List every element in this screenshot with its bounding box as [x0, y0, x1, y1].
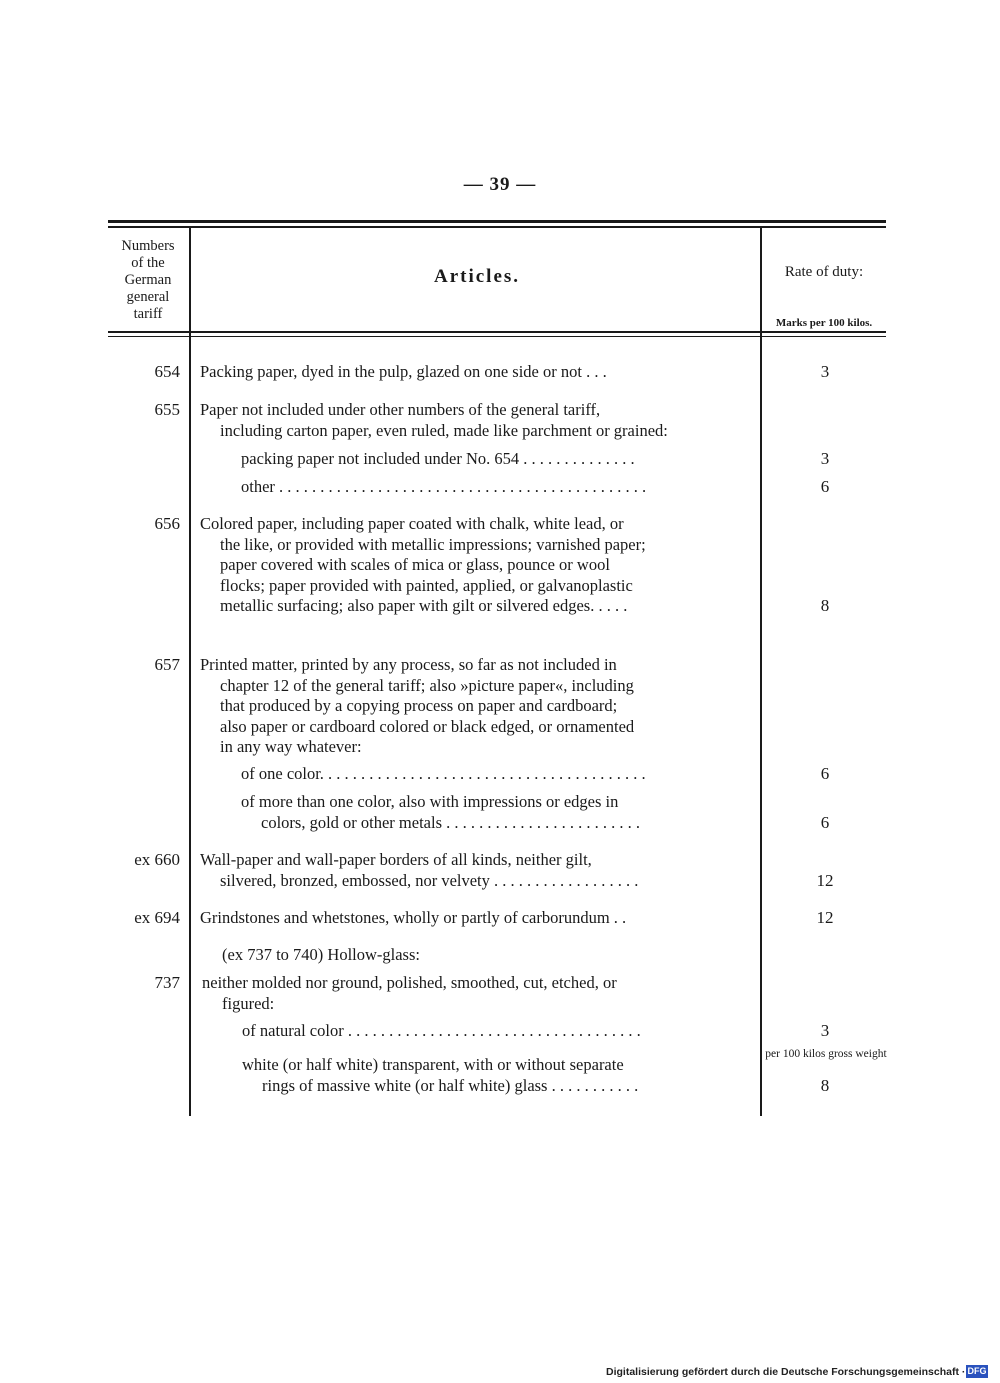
article-subitem — [242, 1021, 755, 1042]
article-line: of natural color . . . . . . . . . . . . . . . . . . . . . . . . . . . . . . . . . . . . — [242, 1021, 641, 1040]
article-line: rings of massive white (or half white) glass . . . . . . . . . . . — [262, 1075, 639, 1095]
article-line: paper covered with scales of mica or glass, pounce or wool — [220, 555, 610, 574]
section-heading-hollow-glass — [222, 945, 755, 966]
article-text — [200, 850, 755, 891]
rate-value: 3 — [820, 362, 830, 381]
top-rule-thick — [108, 220, 886, 223]
tariff-number: 655 — [154, 400, 180, 419]
article-subitem — [241, 449, 755, 470]
tariff-number: ex 660 — [134, 850, 180, 869]
rate-value: 6 — [820, 477, 830, 496]
article-subitem — [242, 1055, 755, 1096]
header-rule-thick — [108, 331, 886, 333]
header-numbers-line: general — [126, 289, 170, 305]
article-line: the like, or provided with metallic impressions; varnished paper; — [220, 534, 646, 554]
tariff-number: 737 — [154, 973, 180, 992]
article-line: flocks; paper provided with painted, applied, or galvanoplastic — [220, 575, 633, 595]
header-rate-unit: Marks per 100 kilos. — [775, 317, 873, 329]
article-subitem — [241, 477, 755, 498]
article-line: Colored paper, including paper coated with chalk, white lead, or — [200, 514, 624, 533]
header-rule-thin — [108, 336, 886, 337]
rate-value: 6 — [820, 764, 830, 783]
header-numbers-line: tariff — [133, 306, 163, 322]
rate-value: 8 — [820, 596, 830, 615]
header-numbers-line: of the — [131, 255, 165, 271]
rate-note: per 100 kilos gross weight — [765, 1048, 887, 1060]
tariff-number: ex 694 — [134, 908, 180, 927]
rate-value: 3 — [820, 449, 830, 468]
article-line: Printed matter, printed by any process, so far as not included in — [200, 655, 617, 674]
article-line: metallic surfacing; also paper with gilt or silvered edges. . . . . — [220, 596, 628, 615]
header-numbers-line: German — [124, 272, 172, 288]
article-line: chapter 12 of the general tariff; also »picture paper«, including — [220, 675, 634, 695]
column-divider-left — [189, 228, 191, 1116]
article-subitem — [241, 764, 755, 785]
dfg-logo: DFG — [967, 1366, 987, 1376]
article-subitem — [241, 792, 755, 833]
article-line: packing paper not included under No. 654 . . . . . . . . . . . . . . — [241, 449, 635, 468]
article-text — [200, 908, 755, 929]
article-line: including carton paper, even ruled, made like parchment or grained: — [220, 420, 668, 440]
header-articles-column: Articles. — [433, 266, 521, 287]
rate-value: 8 — [820, 1076, 830, 1095]
article-line: also paper or cardboard colored or black edged, or ornamented — [220, 716, 635, 736]
article-line: neither molded nor ground, polished, smoothed, cut, etched, or — [202, 973, 617, 992]
article-line: of one color. . . . . . . . . . . . . . . . . . . . . . . . . . . . . . . . . . . . . . . . — [241, 764, 646, 783]
tariff-number: 656 — [154, 514, 180, 533]
article-text — [200, 514, 755, 617]
article-line: Packing paper, dyed in the pulp, glazed on one side or not . . . — [200, 362, 607, 381]
header-numbers-line: Numbers — [121, 238, 175, 254]
article-line: colors, gold or other metals . . . . . . . . . . . . . . . . . . . . . . . . — [261, 812, 641, 832]
rate-value: 3 — [820, 1021, 830, 1040]
article-line: that produced by a copying process on paper and cardboard; — [220, 696, 618, 715]
article-line: Wall-paper and wall-paper borders of all kinds, neither gilt, — [200, 850, 592, 869]
article-text — [202, 973, 755, 1014]
digitization-credit: Digitalisierung gefördert durch die Deutsche Forschungsgemeinschaft · — [606, 1366, 966, 1378]
article-line: Grindstones and whetstones, wholly or partly of carborundum . . — [200, 908, 627, 927]
article-line: Paper not included under other numbers of the general tariff, — [200, 400, 601, 419]
article-line: silvered, bronzed, embossed, nor velvety . . . . . . . . . . . . . . . . . . — [220, 870, 639, 890]
article-line: (ex 737 to 740) Hollow-glass: — [222, 945, 420, 964]
article-text — [200, 655, 755, 758]
article-line: in any way whatever: — [220, 737, 362, 756]
tariff-number: 654 — [154, 362, 180, 381]
article-line: figured: — [222, 993, 275, 1013]
article-line: white (or half white) transparent, with or without separate — [242, 1055, 624, 1074]
article-line: of more than one color, also with impressions or edges in — [241, 792, 619, 811]
page-number: — 39 — — [463, 174, 537, 195]
header-rate-column: Rate of duty: — [784, 264, 864, 280]
top-rule-thin — [108, 226, 886, 228]
article-text — [200, 400, 755, 441]
article-line: other . . . . . . . . . . . . . . . . . . . . . . . . . . . . . . . . . . . . . . . . . . . . . — [241, 477, 647, 496]
rate-value: 12 — [816, 871, 834, 890]
header-numbers-column — [108, 238, 188, 323]
rate-value: 6 — [820, 813, 830, 832]
article-text — [200, 362, 755, 383]
rate-value: 12 — [816, 908, 834, 927]
tariff-number: 657 — [154, 655, 180, 674]
